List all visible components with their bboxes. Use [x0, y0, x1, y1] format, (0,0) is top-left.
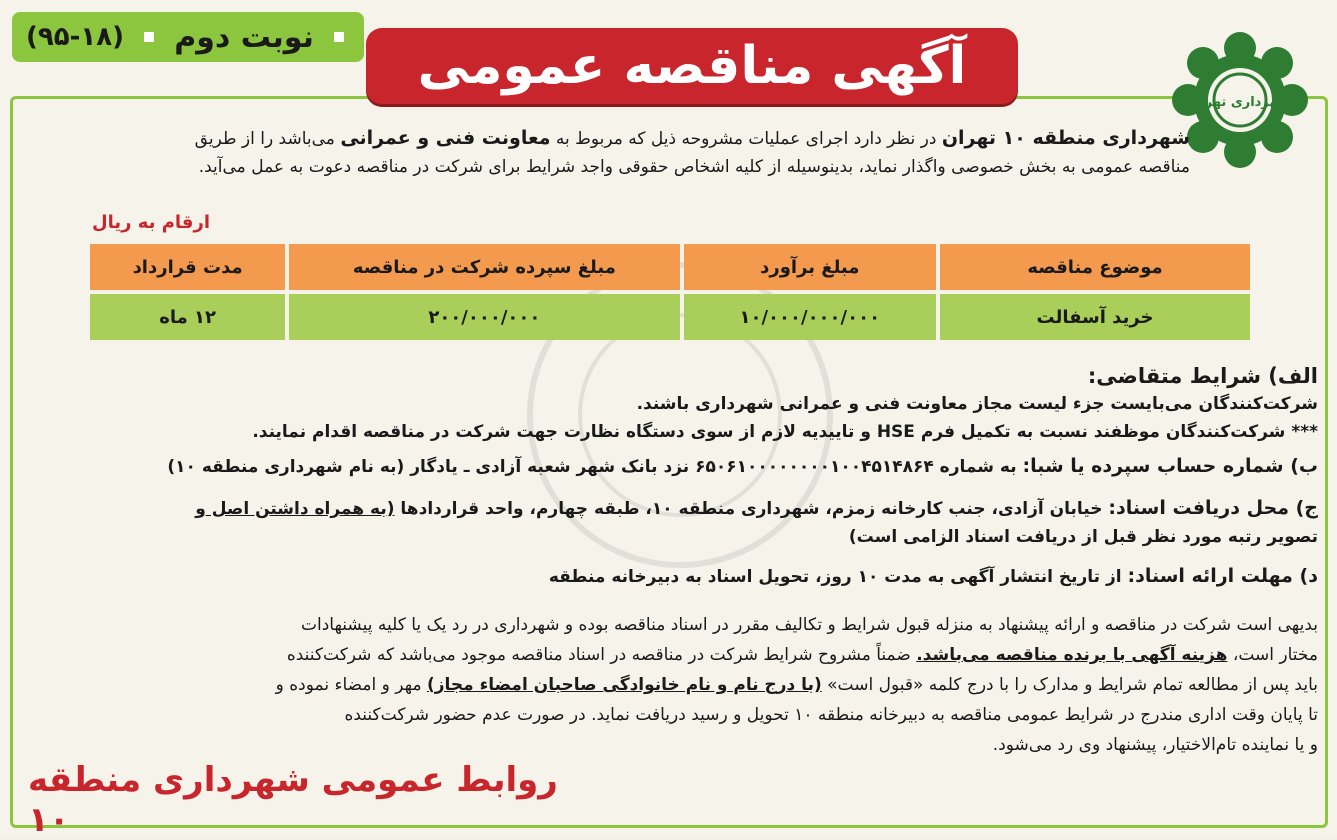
- section-c-underlined: (به همراه داشتن اصل و: [195, 499, 395, 519]
- table-header-row: [90, 244, 1250, 290]
- section-b-text: به شماره ۶۵۰۶۱۰۰۰۰۰۰۰۰۱۰۰۴۵۱۴۸۶۴ نزد بانک شهر شعبه آزادی ـ یادگار (به نام شهرداری منطقه ۱۰): [167, 457, 1023, 477]
- ad-title: آگهی مناقصه عمومی: [366, 28, 1018, 104]
- bullet-icon: [334, 32, 344, 42]
- closing-line-2a: مختار است،: [1227, 645, 1318, 665]
- section-c-line-2: تصویر رتبه مورد نظر قبل از دریافت اسناد الزامی است): [848, 527, 1318, 547]
- closing-line-4: تا پایان وقت اداری مندرج در شرایط عمومی مناقصه به دبیرخانه منطقه ۱۰ تحویل و رسید دریافت نماید. در صورت عدم حضور شرکت‌کننده: [344, 705, 1318, 725]
- notice-turn: نوبت دوم: [174, 19, 314, 55]
- closing-line-5: و یا نماینده تام‌الاختیار، پیشنهاد وی رد می‌شود.: [992, 735, 1318, 755]
- col-subject-header: موضوع مناقصه: [940, 244, 1250, 290]
- section-c-text: خیابان آزادی، جنب کارخانه زمزم، شهرداری منطقه ۱۰، طبقه چهارم، واحد قراردادها: [394, 499, 1109, 519]
- logo-text: شهرداری تهران: [1189, 95, 1291, 110]
- section-b: [28, 452, 1318, 481]
- notice-code: (۹۵-۱۸): [26, 22, 125, 52]
- intro-paragraph: [30, 124, 1190, 181]
- col-estimate-header: مبلغ برآورد: [684, 244, 937, 290]
- closing-line-2c: ضمناً مشروح شرایط شرکت در مناقصه در اسناد مناقصه موجود می‌باشد که شرکت‌کننده: [286, 645, 917, 665]
- closing-line-3c: مهر و امضاء نموده و: [275, 675, 427, 695]
- cell-subject: خرید آسفالت: [940, 294, 1250, 340]
- col-deposit-header: مبلغ سپرده شرکت در مناقصه: [289, 244, 679, 290]
- intro-text-2: می‌باشد را از طریق: [194, 129, 341, 149]
- col-duration-header: مدت قرارداد: [90, 244, 285, 290]
- cell-deposit: ۲۰۰/۰۰۰/۰۰۰: [289, 294, 679, 340]
- section-c: [28, 494, 1318, 551]
- closing-paragraph: [28, 610, 1318, 760]
- signature: روابط عمومی شهرداری منطقه ۱۰: [28, 760, 558, 840]
- cell-duration: ۱۲ ماه: [90, 294, 285, 340]
- section-a-line-1: شرکت‌کنندگان می‌بایست جزء لیست مجاز معاونت فنی و عمرانی شهرداری باشند.: [636, 394, 1318, 414]
- closing-line-3a: باید پس از مطالعه تمام شرایط و مدارک را با درج کلمه «قبول است»: [821, 675, 1318, 695]
- closing-line-3b: (با درج نام و نام خانوادگی صاحبان امضاء مجاز): [426, 675, 822, 695]
- table-row: [90, 294, 1250, 340]
- cell-estimate: ۱۰/۰۰۰/۰۰۰/۰۰۰: [684, 294, 937, 340]
- section-c-title: ج) محل دریافت اسناد:: [1108, 497, 1318, 519]
- section-a-title: الف) شرایط متقاضی:: [1087, 364, 1318, 388]
- section-b-title: ب) شماره حساب سپرده یا شبا:: [1022, 455, 1318, 477]
- section-d-title: د) مهلت ارائه اسناد:: [1127, 565, 1318, 587]
- tender-table: [86, 240, 1254, 344]
- section-d: [28, 562, 1318, 591]
- currency-note: ارقام به ریال: [92, 212, 210, 233]
- bullet-icon: [144, 32, 154, 42]
- closing-line-1: بدیهی است شرکت در مناقصه و ارائه پیشنهاد به منزله قبول شرایط و تکالیف مقرر در اسناد مناقصه بوده و شهرداری در رد یک یا کلیه پیشنهادات: [300, 615, 1318, 635]
- section-a-line-2: *** شرکت‌کنندگان موظفند نسبت به تکمیل فرم HSE و تاییدیه لازم از سوی دستگاه نظارت جهت شرکت در مناقصه اقدام نمایند.: [252, 422, 1318, 442]
- dept-name: معاونت فنی و عمرانی: [340, 127, 551, 149]
- org-name: شهرداری منطقه ۱۰ تهران: [941, 127, 1190, 149]
- intro-line-2: مناقصه عمومی به بخش خصوصی واگذار نماید، بدینوسیله از کلیه اشخاص حقوقی واجد شرایط برای شرکت در مناقصه دعوت به عمل می‌آید.: [198, 157, 1190, 177]
- notice-badge: [12, 12, 364, 62]
- closing-line-2b: هزینه آگهی با برنده مناقصه می‌باشد.: [916, 645, 1228, 665]
- intro-text-1: در نظر دارد اجرای عملیات مشروحه ذیل که مربوط به: [550, 129, 942, 149]
- section-d-text: از تاریخ انتشار آگهی به مدت ۱۰ روز، تحویل اسناد به دبیرخانه منطقه: [548, 567, 1128, 587]
- section-a: [28, 362, 1318, 446]
